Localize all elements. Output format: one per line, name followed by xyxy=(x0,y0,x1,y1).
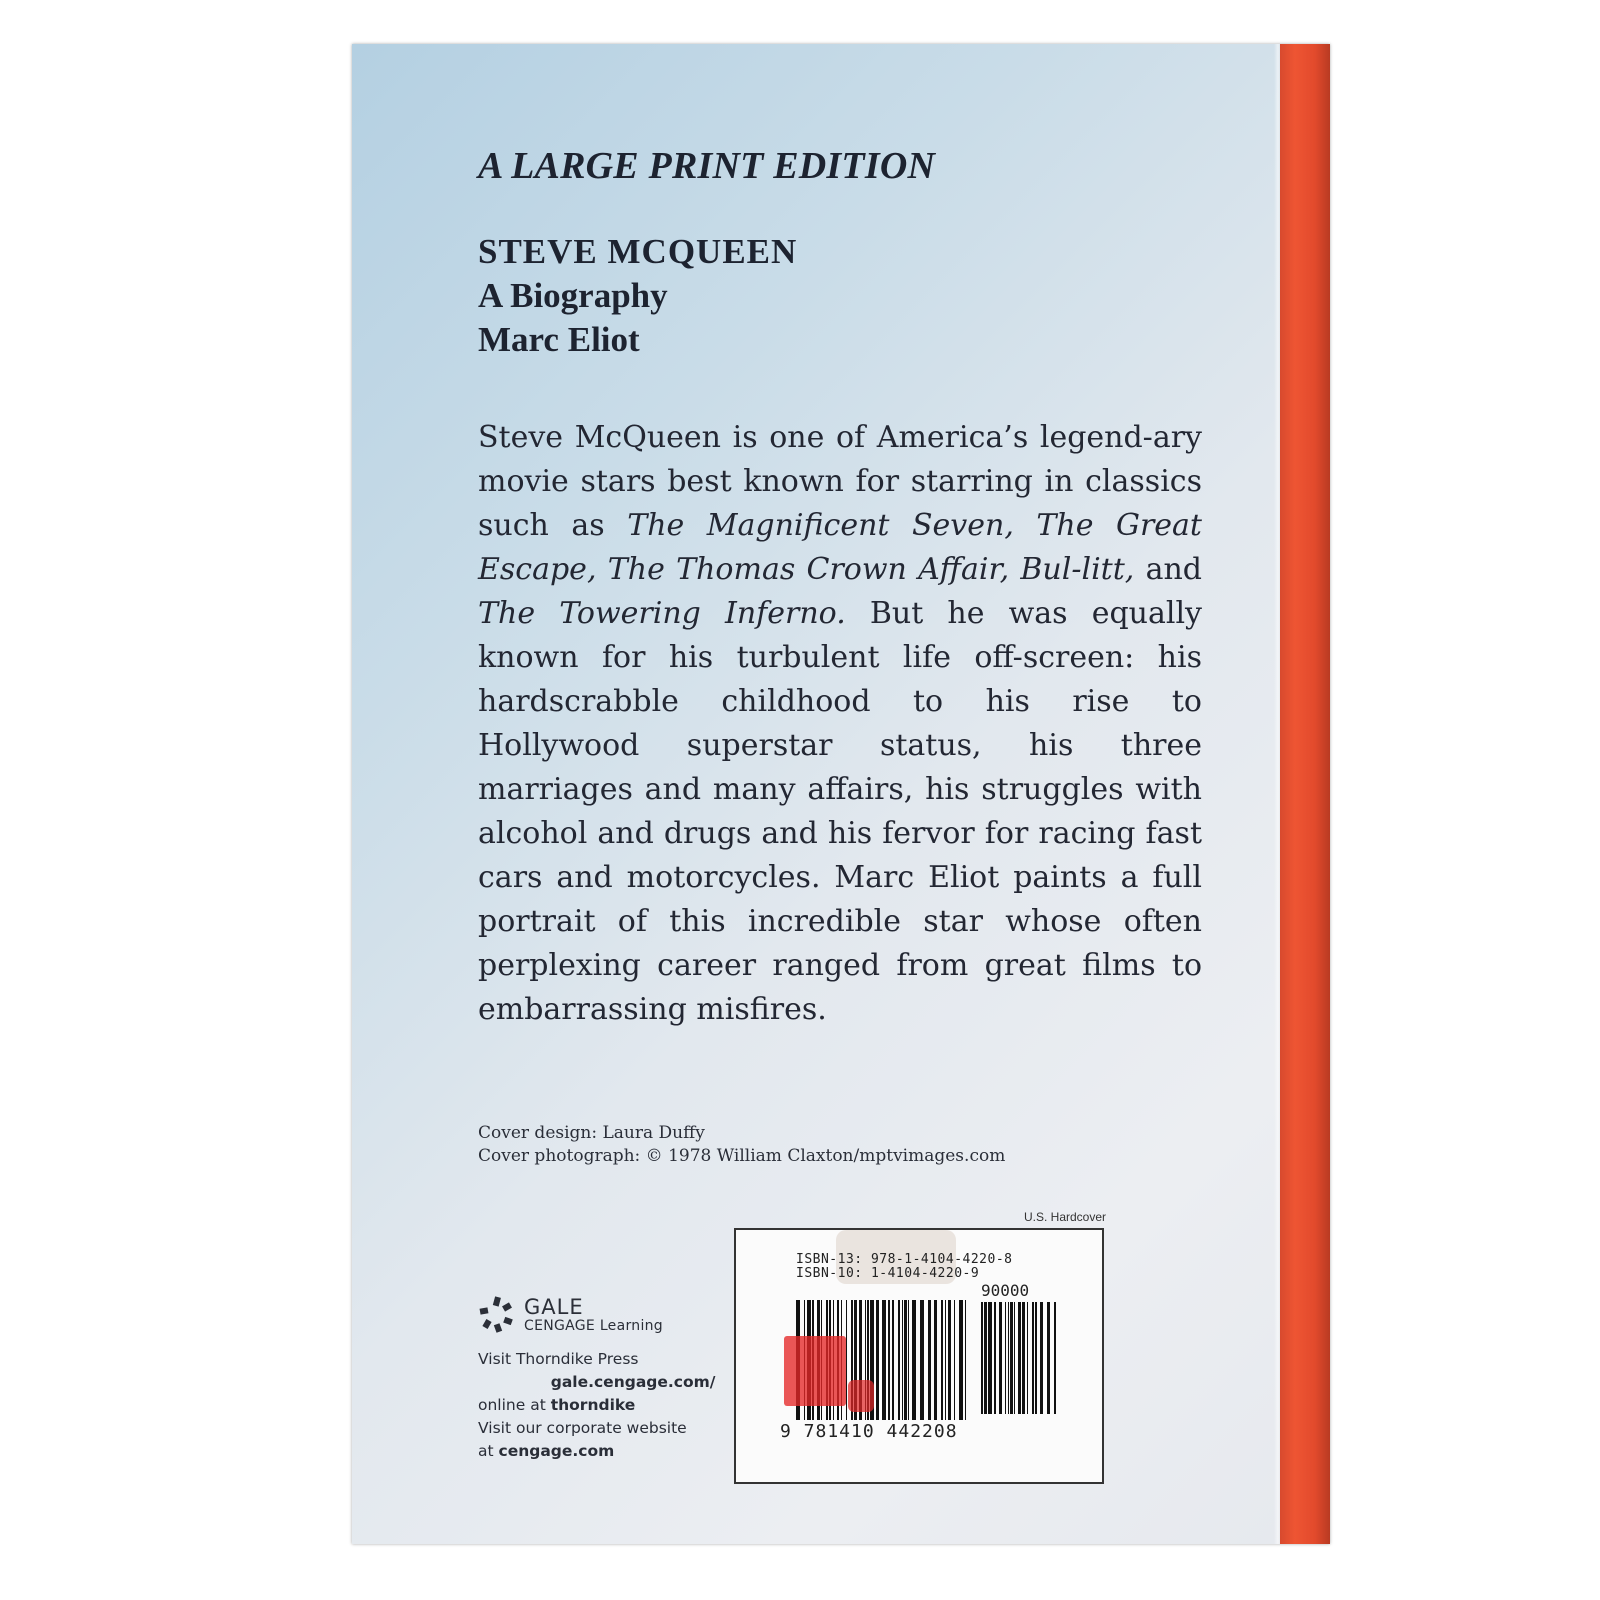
isbn-10: ISBN-10: 1-4104-4220-9 xyxy=(796,1266,980,1281)
barcode-bar xyxy=(999,1302,1002,1414)
title-block xyxy=(478,230,797,362)
barcode-bar xyxy=(954,1300,955,1420)
barcode-bar xyxy=(1014,1302,1015,1414)
visit-thorndike-online: online at xyxy=(478,1396,551,1414)
visit-thorndike-url-line xyxy=(478,1371,751,1417)
barcode-digits: 9 781410 442208 xyxy=(780,1421,958,1442)
barcode-bar xyxy=(898,1300,900,1420)
thorndike-url[interactable]: gale.cengage.com/ thorndike xyxy=(550,1373,716,1414)
barcode-bar xyxy=(1010,1302,1013,1414)
barcode-bar xyxy=(882,1300,886,1420)
barcode-addon-bars xyxy=(981,1302,1059,1414)
barcode-bar xyxy=(994,1302,996,1414)
barcode-bar xyxy=(934,1300,937,1420)
barcode-bar xyxy=(965,1300,966,1420)
barcode-bar xyxy=(846,1300,847,1420)
price-sticker-remnant xyxy=(784,1336,846,1406)
barcode-bar xyxy=(1018,1302,1021,1414)
cover-design-credit: Cover design: Laura Duffy xyxy=(478,1123,705,1143)
blurb-text-2: and xyxy=(1134,552,1202,587)
blurb-film-titles-2: The Towering Inferno. xyxy=(478,596,846,631)
isbn-13: ISBN-13: 978-1-4104-4220-8 xyxy=(796,1252,1013,1267)
barcode-bar xyxy=(984,1302,987,1414)
barcode-bar xyxy=(888,1300,890,1420)
cengage-name: CENGAGE Learning xyxy=(524,1318,663,1334)
gale-burst-icon xyxy=(478,1296,516,1334)
barcode-bar xyxy=(912,1300,916,1420)
book-author: Marc Eliot xyxy=(478,320,640,359)
barcode-bar xyxy=(945,1300,946,1420)
barcode-bar xyxy=(948,1300,951,1420)
book-title: STEVE MCQUEEN xyxy=(478,232,798,271)
blurb-text-3: But he was equally known for his turbulent life off-screen: his hardscrabble childhood to his rise to Hollywood superstar status, his three marriages and many affairs, his struggles with alcohol and drugs and his fervor for racing fast cars and motorcycles. Marc Eliot paints a full portrait of this incredible star whose often perplexing career ranged from great films to embarrassing misfires. xyxy=(478,596,1202,1027)
barcode-bar xyxy=(1008,1302,1009,1414)
blurb-film-titles-1: The Magnificent Seven, The Great Escape, The Thomas Crown Affair, Bul-litt, xyxy=(478,508,1202,587)
cengage-url[interactable]: cengage.com xyxy=(498,1442,615,1460)
book-spine xyxy=(1280,44,1330,1544)
cover-credits xyxy=(478,1122,1005,1168)
barcode-bar xyxy=(1040,1302,1043,1414)
isbn-barcode xyxy=(734,1228,1104,1484)
publisher-block xyxy=(478,1296,751,1463)
book-subtitle: A Biography xyxy=(478,276,668,315)
barcode-bar xyxy=(876,1300,879,1420)
barcode-bar xyxy=(920,1300,924,1420)
price-sticker-fragment xyxy=(848,1380,874,1412)
barcode-bar xyxy=(904,1300,907,1420)
blurb-text-1: Steve McQueen is one of America’s legend-ary movie stars best known for starring in classics such as xyxy=(478,420,1202,543)
barcode-bar xyxy=(928,1300,931,1420)
visit-thorndike-label: Visit Thorndike Press xyxy=(478,1350,639,1368)
gale-logo xyxy=(478,1296,751,1334)
barcode-bar xyxy=(892,1300,894,1420)
publisher-visit-info xyxy=(478,1348,751,1463)
barcode-bar xyxy=(959,1300,963,1420)
barcode-bar xyxy=(1035,1302,1037,1414)
barcode-bar xyxy=(941,1300,943,1420)
barcode-bar xyxy=(902,1300,903,1420)
cover-photo-credit: Cover photograph: © 1978 William Claxton/mptvimages.com xyxy=(478,1146,1006,1166)
barcode-bar xyxy=(1027,1302,1028,1414)
cover-panel xyxy=(352,44,1280,1544)
gale-wordmark xyxy=(524,1296,663,1334)
visit-corporate-label: Visit our corporate website xyxy=(478,1419,687,1437)
visit-corporate-url-line xyxy=(478,1440,751,1463)
barcode-bar xyxy=(1005,1302,1006,1414)
barcode-bar xyxy=(1022,1302,1025,1414)
barcode-bar xyxy=(1032,1302,1034,1414)
book-blurb xyxy=(478,416,1202,1032)
barcode-bar xyxy=(1047,1302,1050,1414)
barcode-bar xyxy=(981,1302,983,1414)
book-back-cover xyxy=(352,44,1330,1544)
barcode-bar xyxy=(1054,1302,1056,1414)
gale-name: GALE xyxy=(524,1295,584,1319)
barcode-bar xyxy=(988,1302,992,1414)
price-code: 90000 xyxy=(981,1281,1030,1300)
edition-tagline: A LARGE PRINT EDITION xyxy=(478,145,936,187)
barcode-bar xyxy=(908,1300,909,1420)
format-label: U.S. Hardcover xyxy=(1024,1210,1107,1224)
visit-corporate-at: at xyxy=(478,1442,499,1460)
